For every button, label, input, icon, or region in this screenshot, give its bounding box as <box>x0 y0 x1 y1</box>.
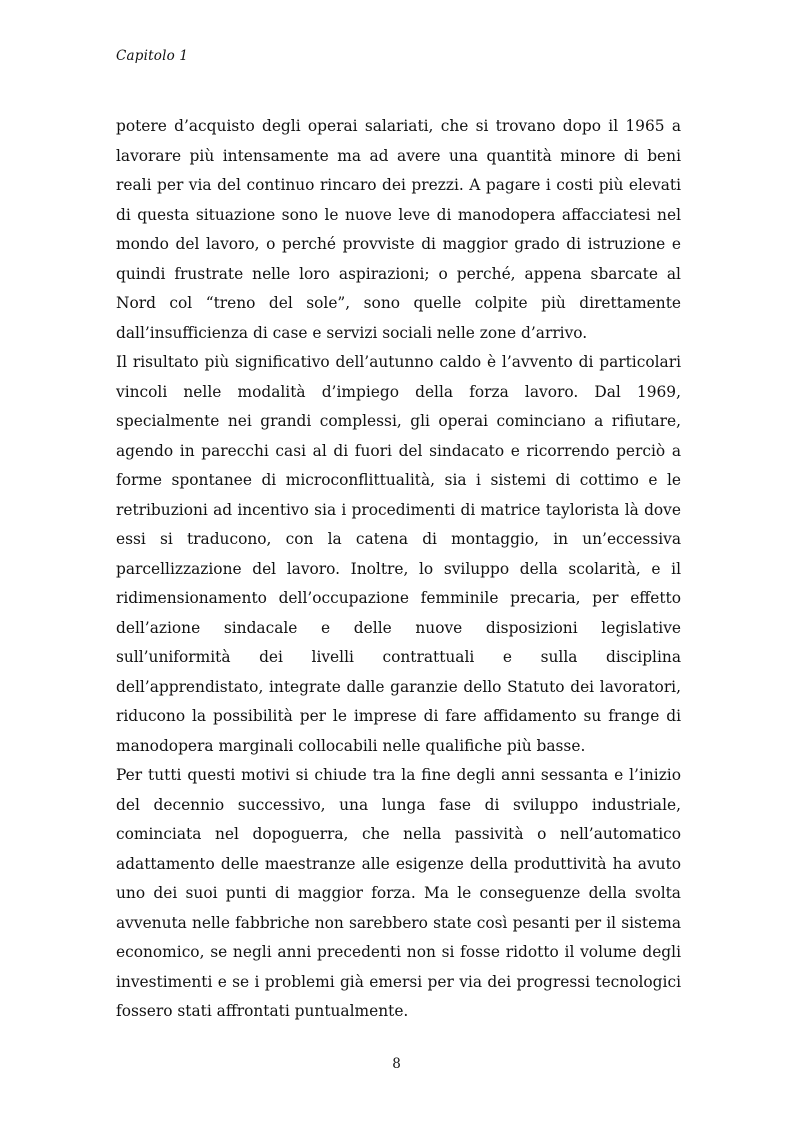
paragraph-3: Per tutti questi motivi si chiude tra la fine degli anni sessanta e l’inizio del decennio successivo, una lunga fase di sviluppo industriale, cominciata nel dopoguerra, che nella passività o nell’automatico adattamento delle maestranze alle esigenze della produttività ha avuto uno dei suoi punti di maggior forza. Ma le conseguenze della svolta avvenuta nelle fabbriche non sarebbero state così pesanti per il sistema economico, se negli anni precedenti non si fosse ridotto il volume degli investimenti e se i problemi già emersi per via dei progressi tecnologici fossero stati affrontati puntualmente. <box>116 766 681 1020</box>
paragraph-2: Il risultato più significativo dell’autunno caldo è l’avvento di particolari vincoli nelle modalità d’impiego della forza lavoro. Dal 1969, specialmente nei grandi complessi, gli operai cominciano a rifiutare, agendo in parecchi casi al di fuori del sindacato e ricorrendo perciò a forme spontanee di microconflittualità, sia i sistemi di cottimo e le retribuzioni ad incentivo sia i procedimenti di matrice taylorista là dove essi si traducono, con la catena di montaggio, in un’eccessiva parcellizzazione del lavoro. Inoltre, lo sviluppo della scolarità, e il ridimensionamento dell’occupazione femminile precaria, per effetto dell’azione sindacale e delle nuove disposizioni legislative sull’uniformità dei livelli contrattuali e sulla disciplina dell’apprendistato, integrate dalle garanzie dello Statuto dei lavoratori, riducono la possibilità per le imprese di fare affidamento su frange di manodopera marginali collocabili nelle qualifiche più basse. <box>116 353 681 755</box>
paragraph-1: potere d’acquisto degli operai salariati, che si trovano dopo il 1965 a lavorare più intensamente ma ad avere una quantità minore di beni reali per via del continuo rincaro dei prezzi. A pagare i costi più elevati di questa situazione sono le nuove leve di manodopera affacciatesi nel mondo del lavoro, o perché provviste di maggior grado di istruzione e quindi frustrate nelle loro aspirazioni; o perché, appena sbarcate al Nord col “treno del sole”, sono quelle colpite più direttamente dall’insufficienza di case e servizi sociali nelle zone d’arrivo. <box>116 117 681 342</box>
chapter-header: Capitolo 1 <box>116 48 189 64</box>
page-number: 8 <box>392 1056 401 1072</box>
body-text <box>116 112 681 1027</box>
